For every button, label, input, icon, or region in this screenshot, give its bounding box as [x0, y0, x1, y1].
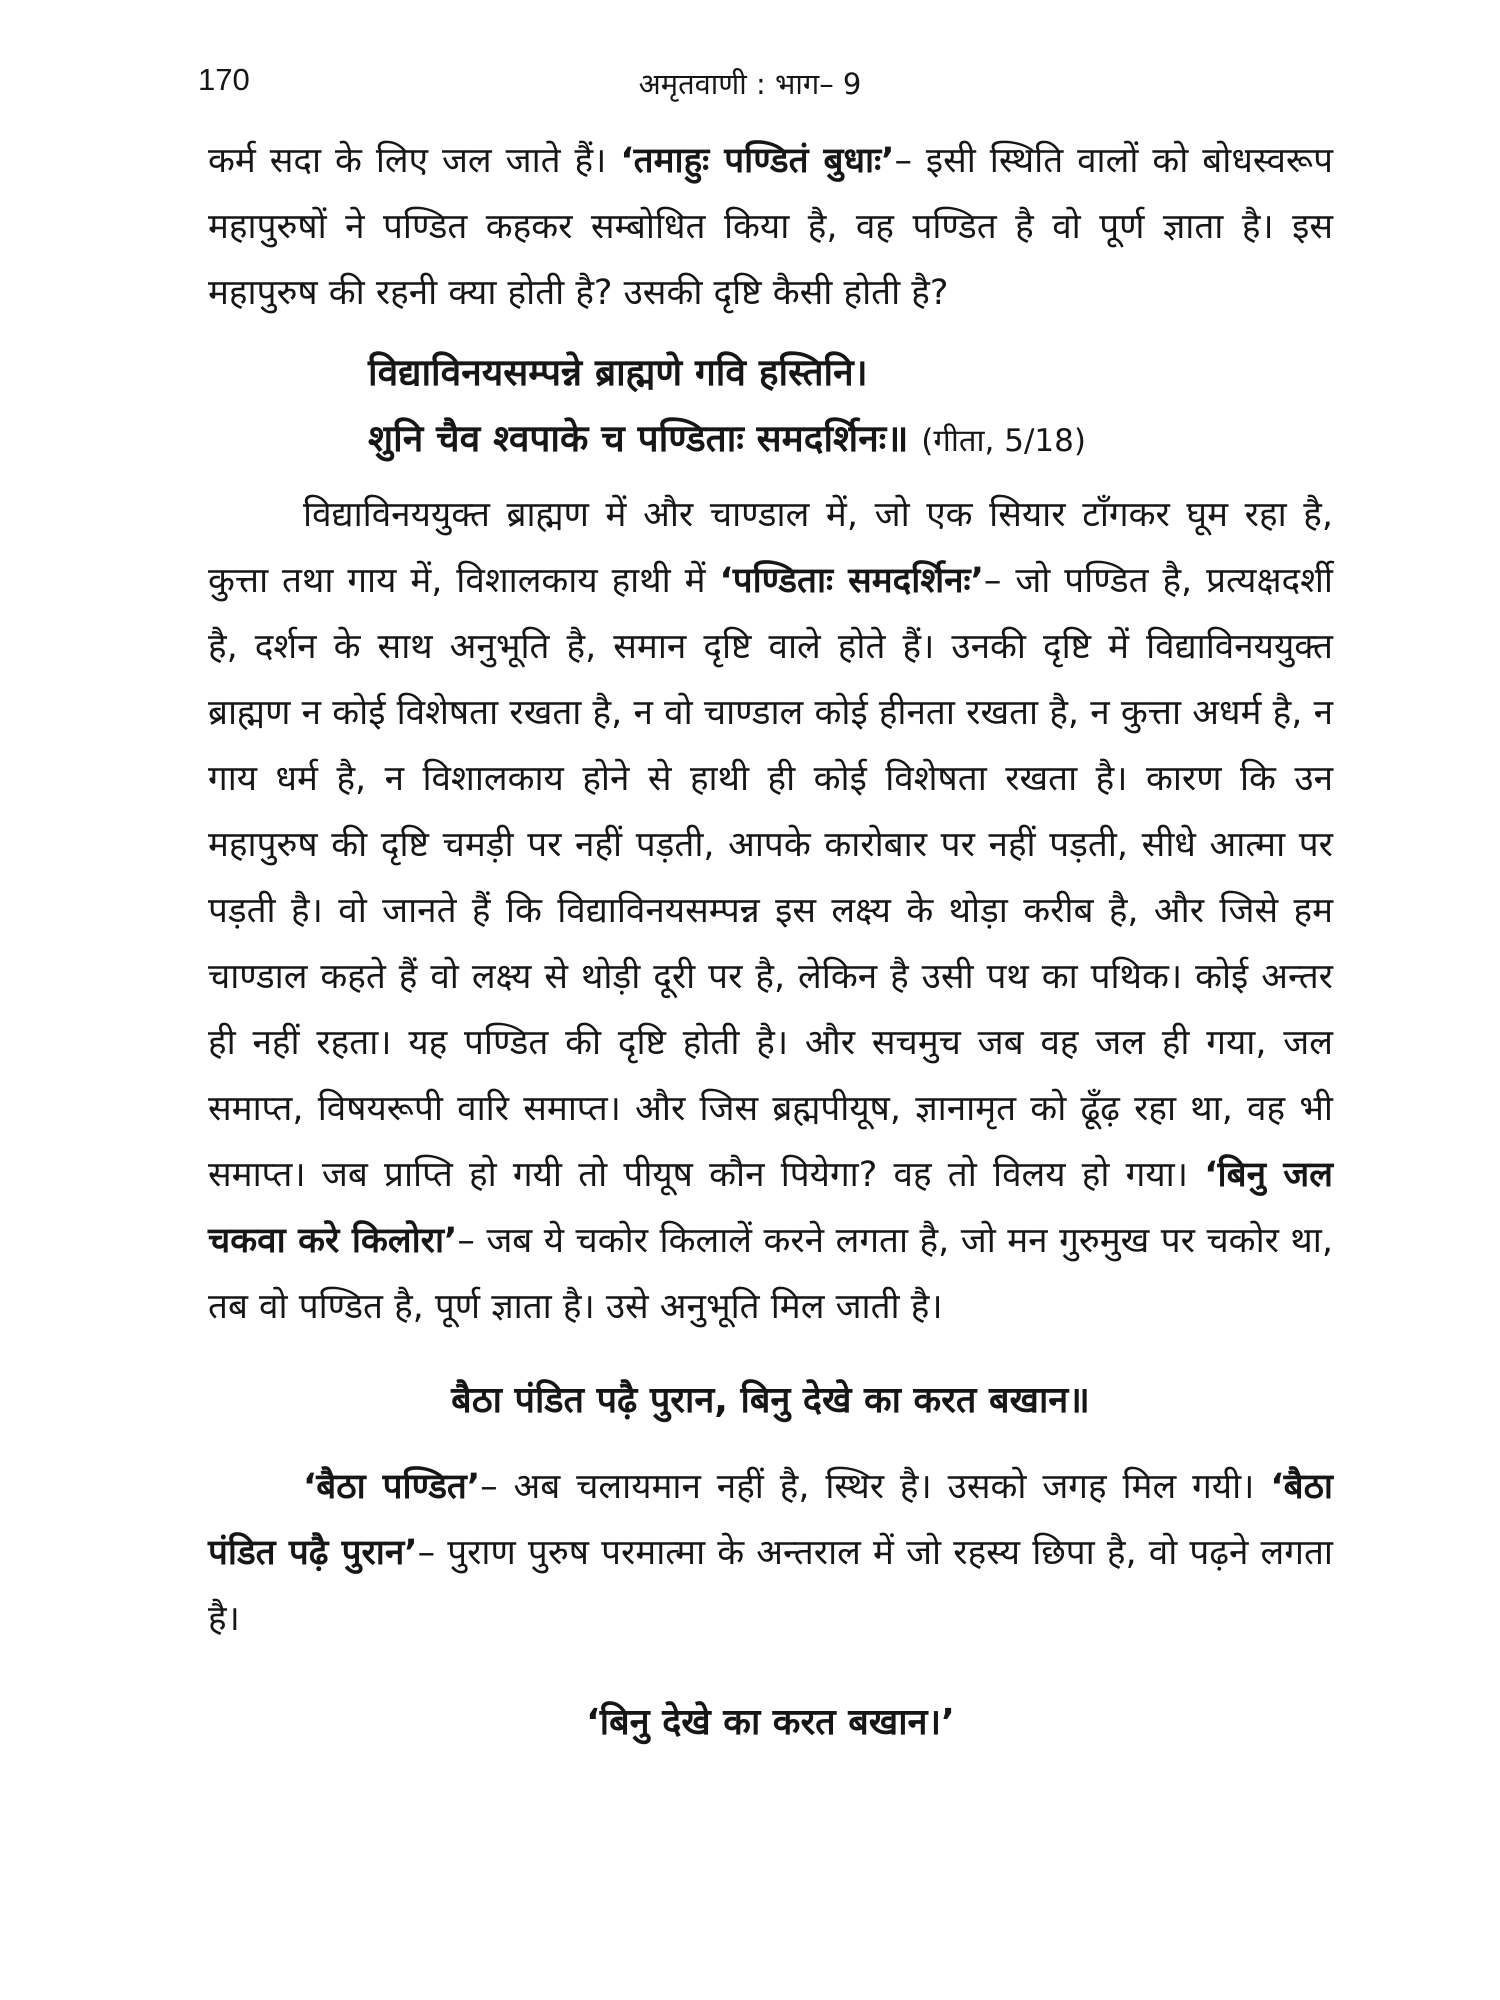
verse-reference: (गीता, 5/18)	[921, 423, 1086, 459]
paragraph-text: – अब चलायमान नहीं है, स्थिर है। उसको जगह मिल गयी।	[480, 1467, 1271, 1507]
couplet: बैठा पंडित पढ़ै पुरान, बिनु देखे का करत बखान॥	[451, 1380, 1090, 1421]
final-quote: ‘बिनु देखे का करत बखान।’	[586, 1702, 955, 1743]
paragraph-text: – पुराण पुरुष परमात्मा के अन्तराल में जो रहस्य छिपा है, वो पढ़ने लगता है।	[208, 1533, 1333, 1639]
bold-quote: ‘बैठा पंडित पढ़ै पुरान’	[208, 1467, 1333, 1573]
bold-quote: ‘तमाहुः पण्डितं बुधाः’	[620, 141, 895, 181]
page-body	[208, 128, 1333, 1756]
paragraph-text: – जब ये चकोर किलालें करने लगता है, जो मन गुरुमुख पर चकोर था, तब वो पण्डित है, पूर्ण ज्ञाता है। उसे अनुभूति मिल जाती है।	[208, 1221, 1333, 1327]
verse-line-2	[368, 406, 1333, 474]
page-number: 170	[198, 62, 250, 97]
verse-line-1: विद्याविनयसम्पन्ने ब्राह्मणे गवि हस्तिनि।	[368, 351, 868, 394]
bold-quote: ‘पण्डिताः समदर्शिनः’	[719, 561, 984, 601]
bold-quote: ‘बैठा पण्डित’	[303, 1467, 481, 1507]
page-header	[0, 62, 1500, 112]
paragraph-text: विद्याविनययुक्त ब्राह्मण में और चाण्डाल में, जो एक सियार टाँगकर घूम रहा है, कुत्ता तथा गाय में, विशालकाय हाथी में	[208, 495, 1333, 601]
running-title: अमृतवाणी : भाग– 9	[638, 67, 862, 101]
paragraph-1	[208, 128, 1333, 326]
paragraph-text: – जो पण्डित है, प्रत्यक्षदर्शी है, दर्शन के साथ अनुभूति है, समान दृष्टि वाले होते हैं। उनकी दृष्टि में विद्याविनययुक्त ब्राह्मण न कोई विशेषता रखता है, न वो चाण्डाल कोई हीनता रखता है, न कुत्ता अधर्म है, न गाय धर्म है, न विशालकाय होने से हाथी ही कोई विशेषता रखता है। कारण कि उन महापुरुष की दृष्टि चमड़ी पर नहीं पड़ती, आपके कारोबार पर नहीं पड़ती, सीधे आत्मा पर पड़ती है। वो जानते हैं कि विद्याविनयसम्पन्न इस लक्ष्य के थोड़ा करीब है, और जिसे हम चाण्डाल कहते हैं वो लक्ष्य से थोड़ी दूरी पर है, लेकिन है उसी पथ का पथिक। कोई अन्तर ही नहीं रहता। यह पण्डित की दृष्टि होती है। और सचमुच जब वह जल ही गया, जल समाप्त, विषयरूपी वारि समाप्त। और जिस ब्रह्मपीयूष, ज्ञानामृत को ढूँढ़ रहा था, वह भी समाप्त। जब प्राप्ति हो गयी तो पीयूष कौन पियेगा? वह तो विलय हो गया।	[208, 561, 1333, 1195]
paragraph-text: – इसी स्थिति वालों को बोधस्वरूप महापुरुषों ने पण्डित कहकर सम्बोधित किया है, वह पण्डित है वो पूर्ण ज्ञाता है। इस महापुरुष की रहनी क्या होती है? उसकी दृष्टि कैसी होती है?	[208, 141, 1333, 313]
paragraph-text: कर्म सदा के लिए जल जाते हैं।	[208, 141, 621, 181]
paragraph-3	[208, 1454, 1333, 1652]
bold-quote: ‘बिनु जल चकवा करे किलोरा’	[208, 1155, 1334, 1261]
paragraph-2	[208, 482, 1333, 1340]
verse-line-2-text: शुनि चैव श्वपाके च पण्डिताः समदर्शिनः॥	[368, 417, 909, 460]
